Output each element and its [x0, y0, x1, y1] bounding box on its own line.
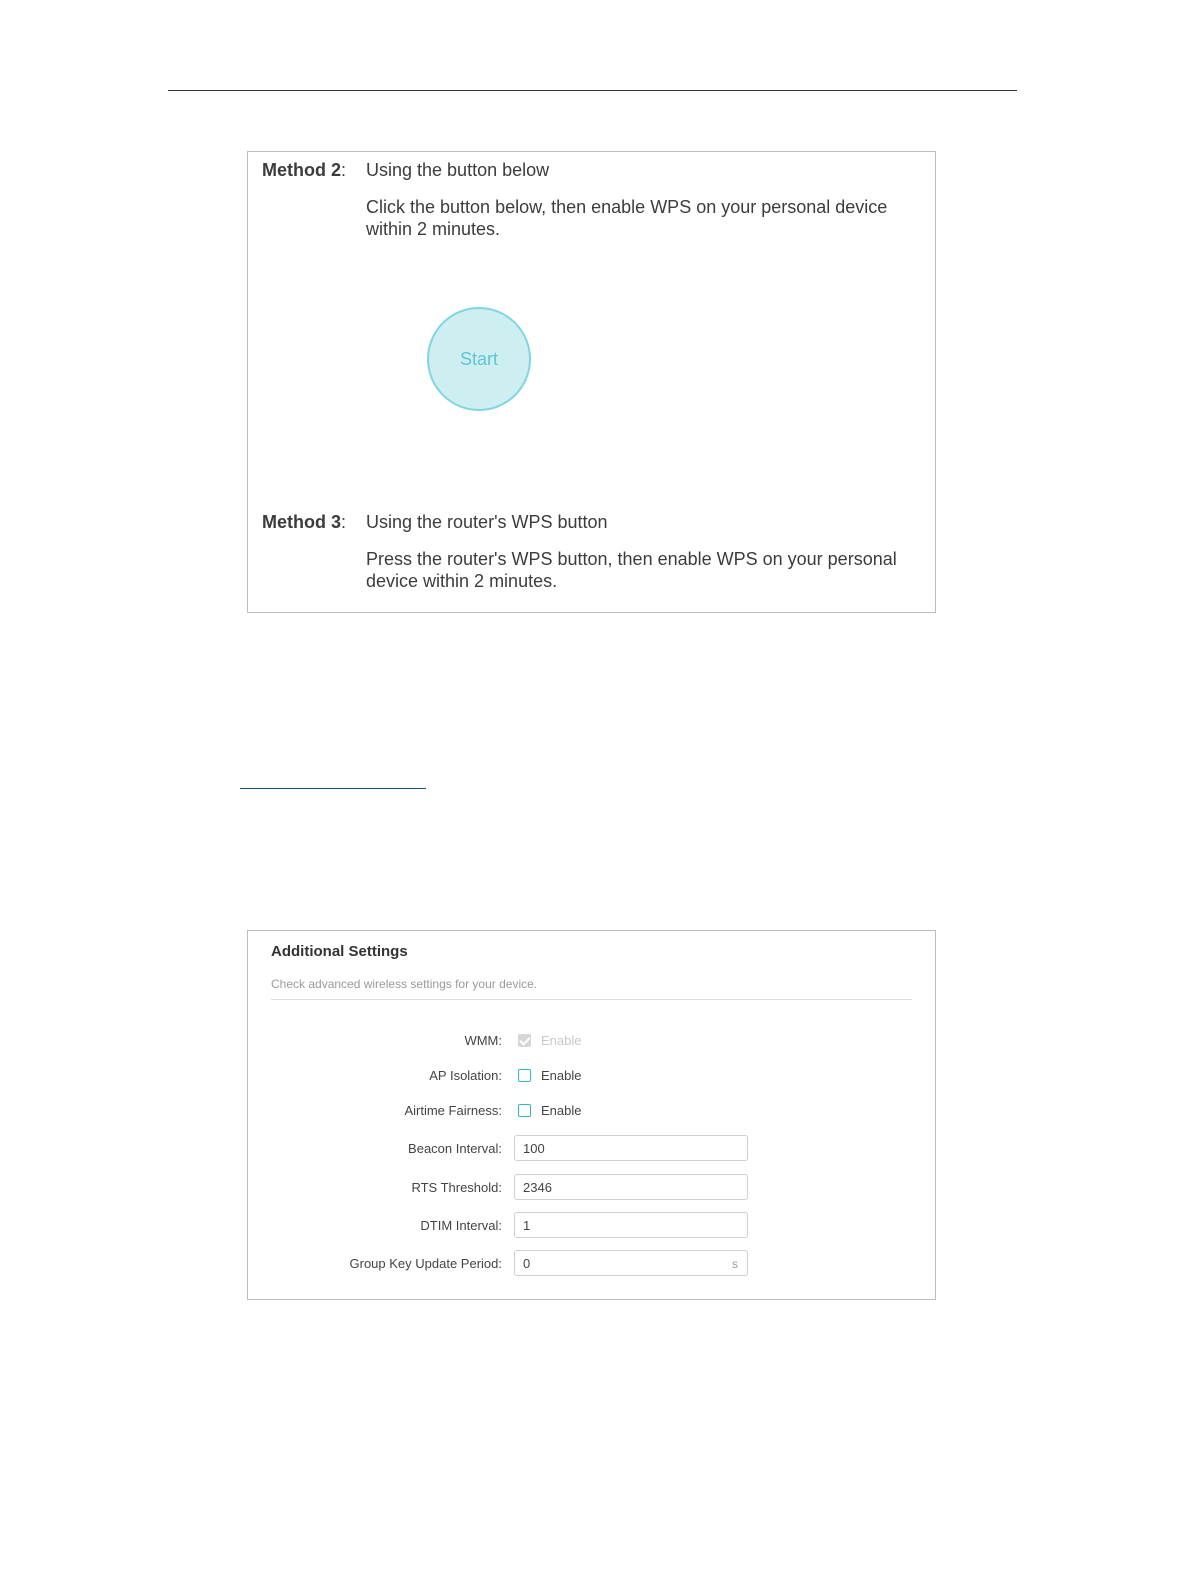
wmm-label: WMM: [464, 1033, 502, 1048]
beacon-interval-label: Beacon Interval: [408, 1141, 502, 1156]
header-divider [168, 90, 1017, 91]
dtim-interval-input[interactable] [514, 1212, 748, 1238]
wmm-checkbox [518, 1034, 531, 1047]
method-3-title: Using the router's WPS button [366, 512, 608, 532]
rts-threshold-label: RTS Threshold: [411, 1180, 502, 1195]
additional-settings-panel [247, 930, 936, 1300]
settings-divider [271, 999, 912, 1000]
ap-isolation-checkbox[interactable] [518, 1069, 531, 1082]
ap-isolation-enable-label[interactable]: Enable [541, 1068, 582, 1083]
seconds-unit: s [732, 1257, 738, 1271]
airtime-fairness-enable-label[interactable]: Enable [541, 1103, 582, 1118]
method-2-label: Method 2: [262, 160, 347, 180]
method-3-description: Press the router's WPS button, then enable WPS on your personal device within 2 minutes. [366, 549, 897, 591]
link-underline [240, 788, 426, 789]
wmm-enable-label: Enable [541, 1033, 582, 1048]
dtim-interval-label: DTIM Interval: [420, 1218, 502, 1233]
wps-start-button[interactable] [427, 307, 531, 411]
ap-isolation-label: AP Isolation: [429, 1068, 502, 1083]
method-2-description: Click the button below, then enable WPS on your personal device within 2 minutes. [366, 197, 888, 239]
settings-title: Additional Settings [271, 943, 408, 960]
airtime-fairness-label: Airtime Fairness: [404, 1103, 502, 1118]
method-3-label: Method 3: [262, 512, 347, 532]
beacon-interval-input[interactable] [514, 1135, 748, 1161]
method-2-title: Using the button below [366, 160, 550, 180]
wps-methods-panel [247, 151, 936, 613]
airtime-fairness-checkbox[interactable] [518, 1104, 531, 1117]
rts-threshold-input[interactable] [514, 1174, 748, 1200]
group-key-update-period-label: Group Key Update Period: [349, 1256, 502, 1271]
settings-subtitle: Check advanced wireless settings for your device. [271, 977, 538, 991]
group-key-update-period-input[interactable] [514, 1250, 748, 1276]
start-button-label: Start [459, 348, 498, 369]
